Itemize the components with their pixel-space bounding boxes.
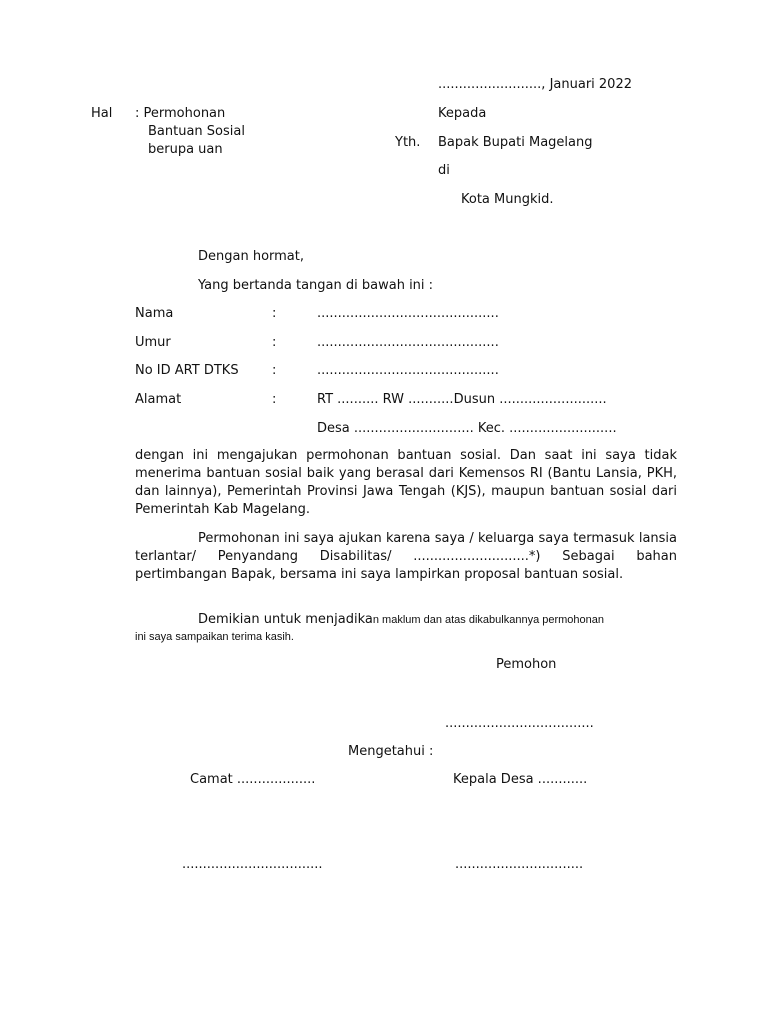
- kepada-label: Kepada: [438, 106, 487, 121]
- paragraph-3-line-1: [198, 612, 604, 627]
- pemohon-signature-line: ....................................: [445, 716, 594, 731]
- field-umur-colon: :: [272, 335, 277, 350]
- paragraph-3-large: Demikian untuk menjadika: [198, 612, 373, 627]
- paragraph-2-text-b: termasuk lansia terlantar/ Penyandang Disabilitas/ ............................*) Sebagai bahan pertimbangan Bapak, bersama ini saya lampirkan proposal bantuan sosial.: [135, 531, 677, 582]
- hal-subject-line-2: Bantuan Sosial: [148, 124, 245, 139]
- hal-subject-line-3: berupa uan: [148, 142, 223, 157]
- paragraph-3-small-1: n maklum dan atas dikabulkannya permohonan: [372, 614, 605, 626]
- intro-line: Yang bertanda tangan di bawah ini :: [198, 278, 434, 293]
- pemohon-label: Pemohon: [496, 657, 557, 672]
- date-line: ........................., Januari 2022: [438, 77, 632, 92]
- field-dtks-label: No ID ART DTKS: [135, 363, 239, 378]
- field-dtks-value: ............................................: [317, 363, 499, 378]
- paragraph-3-line-2: ini saya sampaikan terima kasih.: [135, 631, 294, 643]
- city: Kota Mungkid.: [461, 192, 554, 207]
- field-nama-colon: :: [272, 306, 277, 321]
- field-alamat-value: RT .......... RW ...........Dusun ..........................: [317, 392, 607, 407]
- field-nama-value: ............................................: [317, 306, 499, 321]
- field-nama-label: Nama: [135, 306, 174, 321]
- recipient: Bapak Bupati Magelang: [438, 135, 593, 150]
- di-label: di: [438, 163, 450, 178]
- hal-label: Hal: [91, 106, 113, 121]
- camat-label: Camat ...................: [190, 772, 316, 787]
- field-dtks-colon: :: [272, 363, 277, 378]
- paragraph-1-text: dengan ini mengajukan permohonan bantuan sosial. Dan saat ini saya tidak menerima bantuan sosial baik yang berasal dari Kemensos RI (Bantu Lansia, PKH, dan lainnya), Pemerintah Provinsi Jawa Tengah (KJS), maupun bantuan sosial dari Pemerintah Kab Magelang.: [135, 448, 677, 517]
- camat-signature-line: ..................................: [182, 857, 323, 872]
- address-line-2: Desa ............................. Kec. ..........................: [317, 421, 617, 436]
- kepala-desa-label: Kepala Desa ............: [453, 772, 588, 787]
- hal-subject-line-1: : Permohonan: [135, 106, 226, 121]
- yth-label: Yth.: [395, 135, 421, 150]
- field-alamat-colon: :: [272, 392, 277, 407]
- paragraph-2-text-a: Permohonan ini saya ajukan karena saya / keluarga saya: [198, 531, 569, 546]
- paragraph-2: [135, 530, 677, 584]
- paragraph-1: [135, 447, 677, 519]
- kepala-desa-signature-line: ...............................: [455, 857, 584, 872]
- field-umur-value: ............................................: [317, 335, 499, 350]
- mengetahui-label: Mengetahui :: [348, 744, 434, 759]
- greeting: Dengan hormat,: [198, 249, 305, 264]
- field-alamat-label: Alamat: [135, 392, 182, 407]
- field-umur-label: Umur: [135, 335, 171, 350]
